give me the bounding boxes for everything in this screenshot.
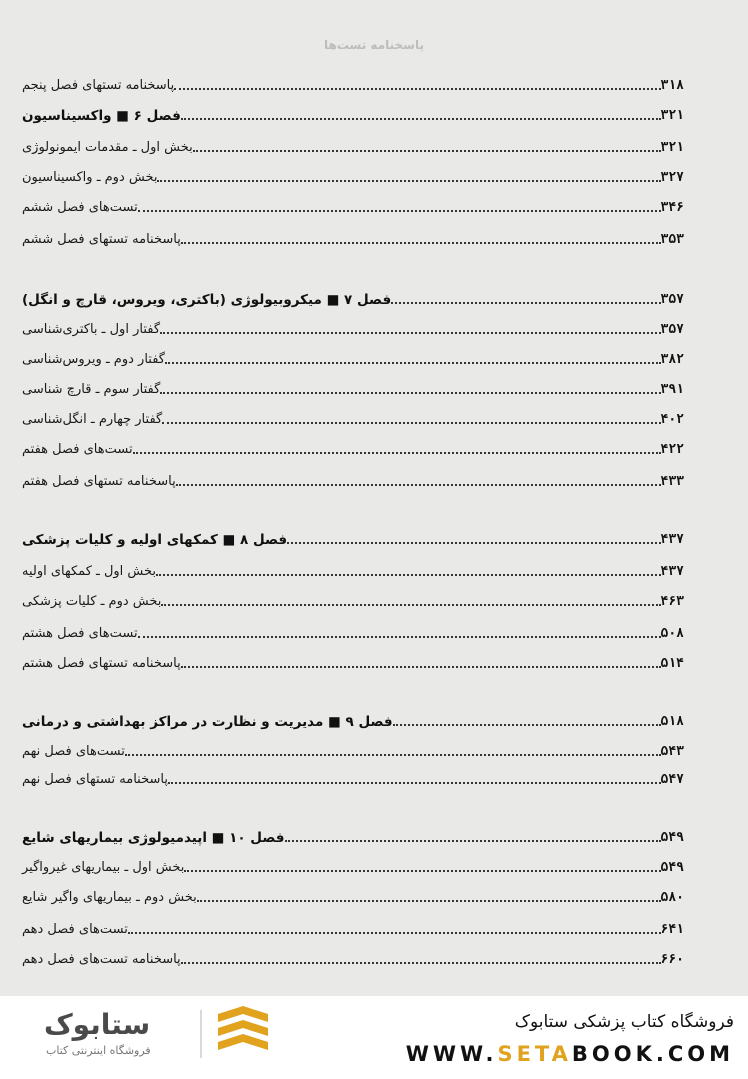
page-number: ۶۶۰ — [660, 952, 684, 967]
dot-leader — [287, 542, 660, 544]
toc-entry — [18, 586, 686, 612]
dot-leader — [181, 242, 661, 244]
dot-leader — [161, 604, 660, 606]
watermark-footer — [0, 996, 748, 1079]
url-pre: WWW. — [405, 1042, 498, 1066]
toc-entry — [18, 132, 686, 158]
page-number: ۳۲۷ — [660, 170, 684, 185]
toc-entry-title: تست‌های فصل هشتم — [22, 626, 138, 641]
toc-entry-title: پاسخنامه تستهای فصل پنجم — [22, 78, 175, 93]
toc-entry — [18, 852, 686, 878]
toc-entry — [18, 344, 686, 370]
dot-leader — [133, 452, 661, 454]
toc-entry-title: پاسخنامه تست‌های فصل دهم — [22, 952, 181, 967]
toc-entry — [18, 618, 686, 644]
toc-entry — [18, 70, 686, 96]
page-number: ۵۴۷ — [660, 772, 684, 787]
toc-entry-title: تست‌های فصل هفتم — [22, 442, 133, 457]
toc-entry — [18, 374, 686, 400]
toc-entry-title: فصل ۶ ■ واکسیناسیون — [22, 108, 181, 124]
toc-entry-title: بخش دوم ـ بیماریهای واگیر شایع — [22, 890, 197, 905]
toc-entry — [18, 764, 686, 790]
toc-entry — [18, 434, 686, 460]
toc-entry-title: پاسخنامه تستهای فصل هفتم — [22, 474, 176, 489]
brand-subtitle: فروشگاه اینترنتی کتاب — [46, 1044, 151, 1057]
toc-entry — [18, 224, 686, 250]
dot-leader — [157, 180, 660, 182]
dot-leader — [165, 362, 661, 364]
toc-entry — [18, 736, 686, 762]
toc-entry — [18, 914, 686, 940]
page-number: ۵۴۹ — [660, 860, 684, 875]
page-number: ۳۵۳ — [660, 232, 684, 247]
toc-entry-title: گفتار دوم ـ ویروس‌شناسی — [22, 352, 165, 367]
dot-leader — [391, 302, 660, 304]
toc-entry-title: فصل ۷ ■ میکروبیولوژی (باکتری، ویروس، قارچ و انگل) — [22, 292, 392, 308]
dot-leader — [184, 870, 660, 872]
shop-url[interactable] — [406, 1042, 734, 1066]
toc-entry-title: گفتار چهارم ـ انگل‌شناسی — [22, 412, 163, 427]
toc-entry-title: بخش دوم ـ واکسیناسیون — [22, 170, 158, 185]
url-accent: SETA — [497, 1042, 572, 1066]
logo-separator — [200, 1010, 202, 1058]
dot-leader — [181, 962, 661, 964]
dot-leader — [181, 118, 661, 120]
page-number: ۳۲۱ — [660, 108, 684, 123]
dot-leader — [160, 392, 660, 394]
dot-leader — [156, 574, 661, 576]
toc-entry-title: بخش اول ـ مقدمات ایمونولوژی — [22, 140, 193, 155]
toc-entry-title: گفتار سوم ـ قارچ شناسی — [22, 382, 161, 397]
page-number: ۵۸۰ — [660, 890, 684, 905]
dot-leader — [176, 484, 661, 486]
page-number: ۵۴۹ — [660, 830, 684, 845]
toc-entry — [18, 944, 686, 970]
toc-entry — [18, 192, 686, 218]
brand-name: ستابوک — [44, 1008, 151, 1041]
book-logo-icon — [214, 1004, 272, 1056]
dot-leader — [168, 782, 661, 784]
toc-chapter-heading — [18, 100, 686, 126]
page-number: ۵۱۴ — [660, 656, 684, 671]
toc-entry-title: گفتار اول ـ باکتری‌شناسی — [22, 322, 161, 337]
dot-leader — [193, 150, 661, 152]
page-number: ۳۸۲ — [660, 352, 684, 367]
dot-leader — [162, 422, 660, 424]
shop-title: فروشگاه کتاب پزشکی ستابوک — [514, 1012, 734, 1032]
page-number: ۴۳۳ — [660, 474, 684, 489]
page-number: ۳۴۶ — [660, 200, 684, 215]
toc-entry-title: پاسخنامه تستهای فصل نهم — [22, 772, 168, 787]
page-number: ۳۹۱ — [660, 382, 684, 397]
dot-leader — [138, 210, 661, 212]
dot-leader — [197, 900, 661, 902]
toc-entry — [18, 404, 686, 430]
toc-entry-title: پاسخنامه تستهای فصل هشتم — [22, 656, 181, 671]
toc-entry — [18, 466, 686, 492]
toc-entry-title: تست‌های فصل ششم — [22, 200, 138, 215]
dot-leader — [128, 932, 661, 934]
toc-entry-title: پاسخنامه تستهای فصل ششم — [22, 232, 181, 247]
dot-leader — [285, 840, 661, 842]
toc-entry — [18, 882, 686, 908]
page-number: ۳۲۱ — [660, 140, 684, 155]
toc-entry — [18, 162, 686, 188]
url-post: BOOK.COM — [571, 1042, 734, 1066]
toc-chapter-heading — [18, 822, 686, 848]
page-number: ۴۰۲ — [660, 412, 684, 427]
toc-entry — [18, 556, 686, 582]
dot-leader — [174, 88, 660, 90]
toc-chapter-heading — [18, 284, 686, 310]
toc-entry-title: بخش دوم ـ کلیات پزشکی — [22, 594, 162, 609]
toc-entry-title: فصل ۸ ■ کمکهای اولیه و کلیات پزشکی — [22, 532, 288, 548]
dot-leader — [160, 332, 661, 334]
page-number: ۳۵۷ — [660, 322, 684, 337]
toc-chapter-heading — [18, 706, 686, 732]
dot-leader — [138, 636, 661, 638]
toc-entry — [18, 648, 686, 674]
toc-entry-title: بخش اول ـ کمکهای اولیه — [22, 564, 157, 579]
page-number: ۳۱۸ — [660, 78, 684, 93]
toc-entry-title: فصل ۹ ■ مدیریت و نظارت در مراکز بهداشتی و درمانی — [22, 714, 393, 730]
page-number: ۵۰۸ — [660, 626, 684, 641]
dot-leader — [125, 754, 661, 756]
page-number: ۴۳۷ — [660, 532, 684, 547]
dot-leader — [181, 666, 661, 668]
bleed-through-header: پاسخنامه تست‌ها — [324, 38, 424, 52]
page-number: ۴۳۷ — [660, 564, 684, 579]
page-number: ۵۱۸ — [660, 714, 684, 729]
page-number: ۶۴۱ — [660, 922, 684, 937]
toc-entry-title: تست‌های فصل نهم — [22, 744, 125, 759]
page-number: ۴۲۲ — [660, 442, 684, 457]
toc-entry-title: فصل ۱۰ ■ اپیدمیولوژی بیماریهای شایع — [22, 830, 285, 846]
page-number: ۵۴۳ — [660, 744, 684, 759]
dot-leader — [393, 724, 661, 726]
toc-entry-title: تست‌های فصل دهم — [22, 922, 128, 937]
page-number: ۳۵۷ — [660, 292, 684, 307]
toc-chapter-heading — [18, 524, 686, 550]
toc-entry — [18, 314, 686, 340]
toc-entry-title: بخش اول ـ بیماریهای غیرواگیر — [22, 860, 185, 875]
page-number: ۴۶۳ — [660, 594, 684, 609]
